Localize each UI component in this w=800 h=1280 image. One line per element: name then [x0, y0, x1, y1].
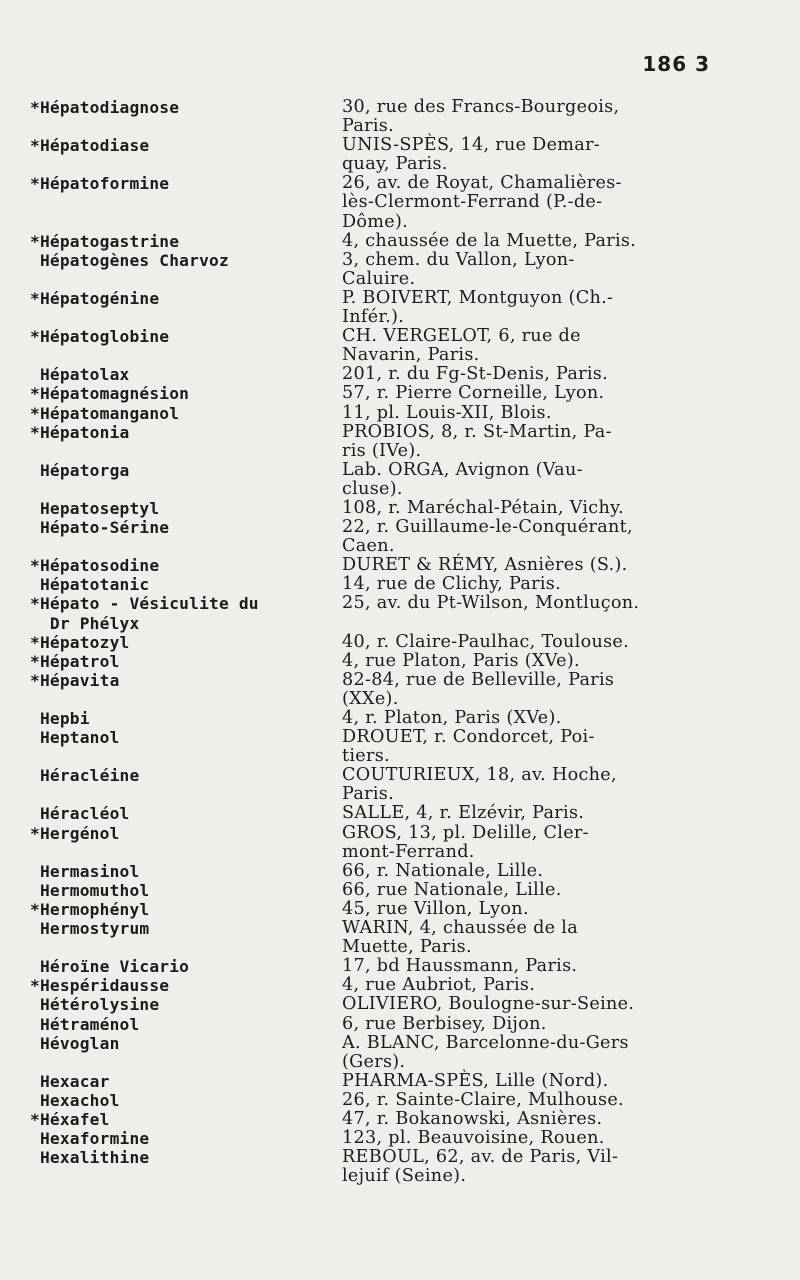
- product-name: *Hépatoformine: [30, 174, 170, 194]
- list-item: [0, 404, 800, 423]
- maker-address: 11, pl. Louis-XII, Blois.: [342, 402, 552, 423]
- list-item: [0, 594, 800, 632]
- list-item: [0, 174, 800, 231]
- product-name: Hermomuthol: [30, 880, 150, 900]
- maker-address: 66, r. Nationale, Lille.: [342, 860, 544, 881]
- list-item: [0, 327, 800, 365]
- maker-address: COUTURIEUX, 18, av. Hoche, Paris.: [342, 765, 617, 805]
- list-item: [0, 881, 800, 900]
- list-item: [0, 1072, 800, 1091]
- product-name: Hexalithine: [30, 1148, 150, 1168]
- product-name: Hepatoseptyl: [30, 498, 160, 518]
- product-name: *Hépatodiagnose: [30, 98, 180, 117]
- product-name: Hexacar: [30, 1071, 110, 1091]
- product-name: Hétérolysine: [30, 995, 160, 1015]
- product-name: *Hépatrol: [30, 651, 120, 671]
- product-name: *Hépatogénine: [30, 288, 160, 308]
- maker-address: 22, r. Guillaume-le-Conquérant, Caen.: [342, 517, 633, 557]
- maker-address: UNIS-SPÈS, 14, rue Demar- quay, Paris.: [342, 135, 601, 175]
- maker-address: 201, r. du Fg-St-Denis, Paris.: [342, 364, 608, 385]
- maker-address: 45, rue Villon, Lyon.: [342, 898, 529, 919]
- list-item: [0, 1129, 800, 1148]
- list-item: [0, 251, 800, 289]
- list-item: [0, 289, 800, 327]
- product-name: *Hépatosodine: [30, 556, 160, 576]
- product-name: Heptanol: [30, 728, 120, 748]
- list-item: [0, 575, 800, 594]
- maker-address: 14, rue de Clichy, Paris.: [342, 574, 561, 595]
- product-name: Hépatolax: [30, 365, 130, 385]
- maker-address: 108, r. Maréchal-Pétain, Vichy.: [342, 497, 624, 518]
- list-item: [0, 1015, 800, 1034]
- list-item: [0, 556, 800, 575]
- page-number: 186 3: [642, 52, 710, 76]
- maker-address: 25, av. du Pt-Wilson, Montluçon.: [342, 593, 640, 614]
- maker-address: Lab. ORGA, Avignon (Vau- cluse).: [342, 459, 583, 499]
- maker-address: 4, r. Platon, Paris (XVe).: [342, 708, 562, 728]
- product-name: Hépatogènes Charvoz: [30, 250, 229, 270]
- list-item: [0, 652, 800, 671]
- product-name: Hépatorga: [30, 460, 130, 480]
- maker-address: PHARMA-SPÈS, Lille (Nord).: [342, 1070, 609, 1091]
- product-name: *Héxafel: [30, 1109, 110, 1129]
- list-item: [0, 671, 800, 709]
- list-item: [0, 900, 800, 919]
- maker-address: 4, rue Platon, Paris (XVe).: [342, 650, 580, 671]
- list-item: [0, 995, 800, 1014]
- product-name: Hexachol: [30, 1090, 120, 1110]
- maker-address: 17, bd Haussmann, Paris.: [342, 956, 578, 977]
- list-item: [0, 976, 800, 995]
- list-item: [0, 709, 800, 728]
- maker-address: 47, r. Bokanowski, Asnières.: [342, 1108, 603, 1129]
- product-name: *Hergénol: [30, 823, 120, 843]
- list-item: [0, 518, 800, 556]
- maker-address: GROS, 13, pl. Delille, Cler- mont-Ferrand.: [342, 822, 589, 862]
- maker-address: 40, r. Claire-Paulhac, Toulouse.: [342, 631, 630, 652]
- product-name: *Hépatoglobine: [30, 327, 170, 347]
- list-item: [0, 136, 800, 174]
- list-item: [0, 824, 800, 862]
- entry-list: [0, 98, 800, 1186]
- list-item: [0, 766, 800, 804]
- product-name: *Hépavita: [30, 670, 120, 690]
- list-item: [0, 1034, 800, 1072]
- maker-address: 57, r. Pierre Corneille, Lyon.: [342, 383, 605, 404]
- maker-address: 123, pl. Beauvoisine, Rouen.: [342, 1128, 605, 1149]
- list-item: [0, 1110, 800, 1129]
- list-item: [0, 232, 800, 251]
- product-name: *Hépatomagnésion: [30, 384, 190, 404]
- maker-address: WARIN, 4, chaussée de la Muette, Paris.: [342, 918, 579, 958]
- product-name: Hermostyrum: [30, 919, 150, 939]
- product-name: Hépato-Sérine: [30, 518, 170, 538]
- list-item: [0, 919, 800, 957]
- list-item: [0, 499, 800, 518]
- maker-address: 6, rue Berbisey, Dijon.: [342, 1013, 547, 1034]
- product-name: *Hépatozyl: [30, 632, 130, 652]
- product-name: Hévoglan: [30, 1033, 120, 1053]
- product-name: Hétraménol: [30, 1014, 140, 1034]
- maker-address: SALLE, 4, r. Elzévir, Paris.: [342, 803, 585, 824]
- product-name: Hermasinol: [30, 861, 140, 881]
- product-name: Hexaformine: [30, 1129, 150, 1149]
- maker-address: 26, r. Sainte-Claire, Mulhouse.: [342, 1089, 624, 1110]
- maker-address: 4, chaussée de la Muette, Paris.: [342, 230, 637, 251]
- list-item: [0, 384, 800, 403]
- maker-address: PROBIOS, 8, r. St-Martin, Pa- ris (IVe).: [342, 421, 612, 461]
- maker-address: 66, rue Nationale, Lille.: [342, 879, 562, 900]
- product-name: Hépatotanic: [30, 575, 150, 595]
- product-name: Héracléine: [30, 766, 140, 786]
- maker-address: 3, chem. du Vallon, Lyon- Caluire.: [342, 249, 575, 289]
- list-item: [0, 728, 800, 766]
- maker-address: DROUET, r. Condorcet, Poi- tiers.: [342, 727, 595, 767]
- product-name: Héracléol: [30, 804, 130, 824]
- maker-address: 82-84, rue de Belleville, Paris (XXe).: [342, 669, 615, 709]
- list-item: [0, 633, 800, 652]
- list-item: [0, 957, 800, 976]
- list-item: [0, 461, 800, 499]
- maker-address: A. BLANC, Barcelonne-du-Gers (Gers).: [342, 1032, 629, 1072]
- maker-address: P. BOIVERT, Montguyon (Ch.- Infér.).: [342, 287, 614, 328]
- list-item: [0, 423, 800, 461]
- list-item: [0, 1148, 800, 1186]
- maker-address: 30, rue des Francs-Bourgeois, Paris.: [342, 97, 620, 137]
- maker-address: 26, av. de Royat, Chamalières- lès-Clermont-Ferrand (P.-de- Dôme).: [342, 173, 622, 232]
- product-name: *Hépatomanganol: [30, 403, 180, 423]
- product-name: *Hépatogastrine: [30, 231, 180, 251]
- maker-address: CH. VERGELOT, 6, rue de Navarin, Paris.: [342, 326, 581, 366]
- maker-address: 4, rue Aubriot, Paris.: [342, 975, 536, 996]
- list-item: [0, 862, 800, 881]
- maker-address: REBOUL, 62, av. de Paris, Vil- lejuif (Seine).: [342, 1147, 619, 1187]
- list-item: [0, 804, 800, 823]
- product-name: *Hespéridausse: [30, 976, 170, 996]
- product-name: Héroïne Vicario: [30, 957, 190, 977]
- product-name: *Hépato - Vésiculite du Dr Phélyx: [30, 594, 259, 633]
- product-name: *Hermophényl: [30, 899, 150, 919]
- product-name: *Hépatonia: [30, 422, 130, 442]
- product-name: *Hépatodiase: [30, 136, 150, 156]
- maker-address: OLIVIERO, Boulogne-sur-Seine.: [342, 994, 635, 1015]
- list-item: [0, 1091, 800, 1110]
- list-item: [0, 365, 800, 384]
- maker-address: DURET & RÉMY, Asnières (S.).: [342, 555, 628, 576]
- list-item: [0, 98, 800, 136]
- product-name: Hepbi: [30, 709, 90, 728]
